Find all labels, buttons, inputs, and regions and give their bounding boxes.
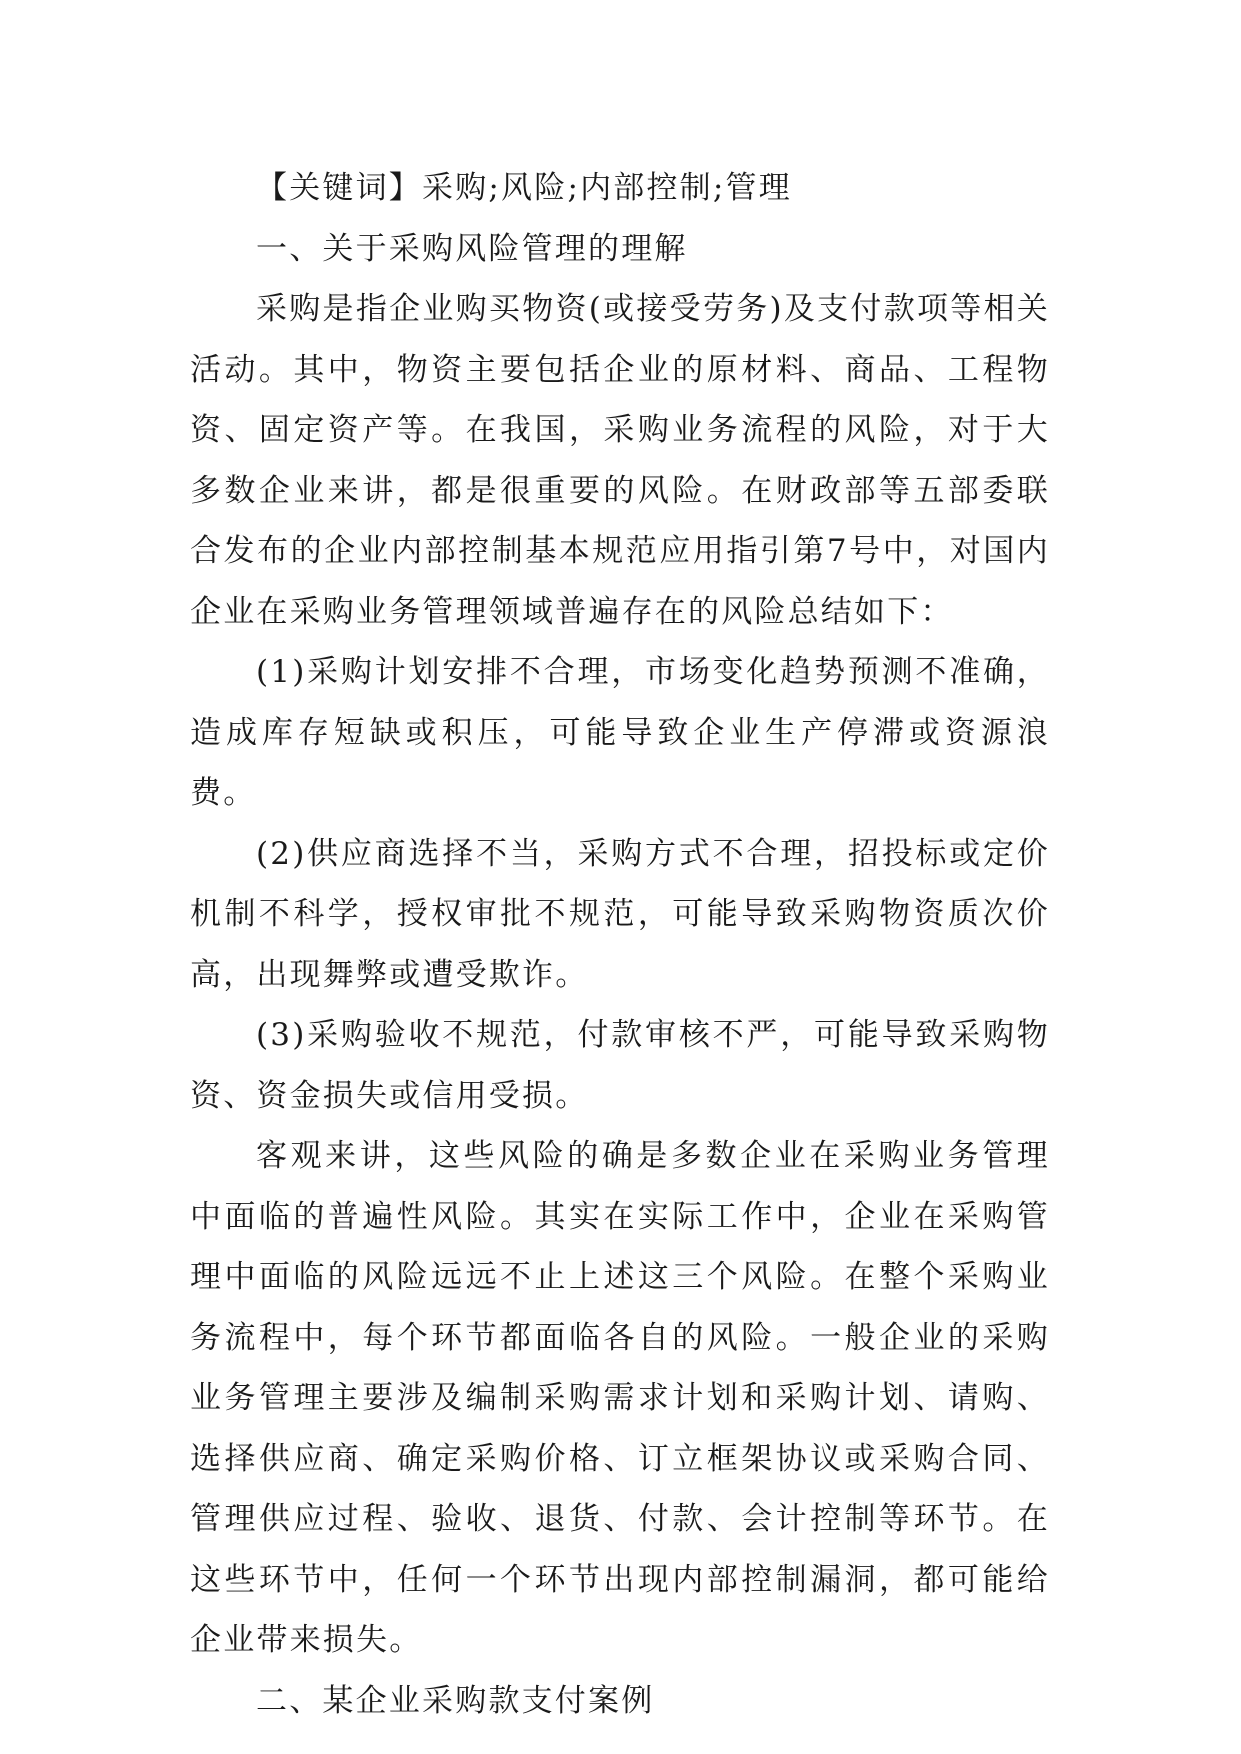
- keywords-line: 【关键词】采购;风险;内部控制;管理: [256, 170, 792, 206]
- body-paragraph-objective-analysis: 客观来讲，这些风险的确是多数企业在采购业务管理中面临的普遍性风险。其实在实际工作中，企业在采购管理中面临的风险远远不止上述这三个风险。在整个采购业务流程中，每个环节都面临各自的风险。一般企业的采购业务管理主要涉及编制采购需求计划和采购计划、请购、选择供应商、确定采购价格、订立框架协议或采购合同、管理供应过程、验收、退货、付款、会计控制等环节。在这些环节中，任何一个环节出现内部控制漏洞，都可能给企业带来损失。: [190, 1138, 1050, 1658]
- section-heading-2: 二、某企业采购款支付案例: [256, 1682, 655, 1719]
- risk-item-2: (2)供应商选择不当，采购方式不合理，招投标或定价机制不科学，授权审批不规范，可能导致采购物资质次价高，出现舞弊或遭受欺诈。: [190, 835, 1050, 993]
- document-body: [190, 158, 1050, 1731]
- section-heading-1: 一、关于采购风险管理的理解: [256, 230, 688, 267]
- risk-item-1: (1)采购计划安排不合理，市场变化趋势预测不准确，造成库存短缺或积压，可能导致企业生产停滞或资源浪费。: [190, 654, 1050, 811]
- body-paragraph-procurement-definition: 采购是指企业购买物资(或接受劳务)及支付款项等相关活动。其中，物资主要包括企业的原材料、商品、工程物资、固定资产等。在我国，采购业务流程的风险，对于大多数企业来讲，都是很重要的风险。在财政部等五部委联合发布的企业内部控制基本规范应用指引第7号中，对国内企业在采购业务管理领域普遍存在的风险总结如下：: [190, 291, 1050, 630]
- risk-item-3: (3)采购验收不规范，付款审核不严，可能导致采购物资、资金损失或信用受损。: [190, 1017, 1050, 1114]
